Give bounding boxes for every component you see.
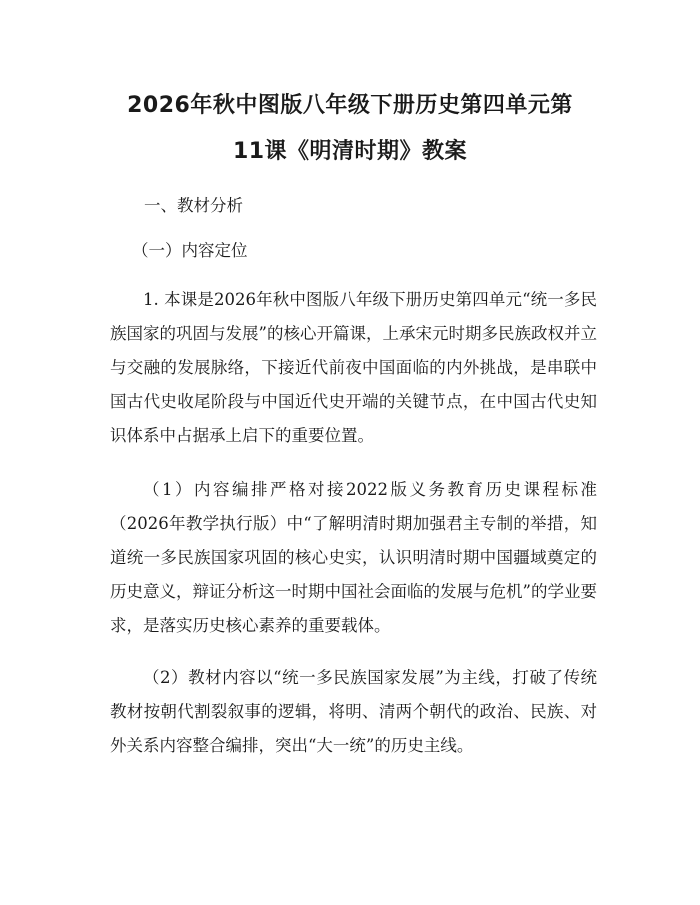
paragraph-1: 1. 本课是2026年秋中图版八年级下册历史第四单元“统一多民族国家的巩固与发展”的核心开篇课，上承宋元时期多民族政权并立与交融的发展脉络，下接近代前夜中国面临的内外挑战，是串联中国古代史收尾阶段与中国近代史开端的关键节点，在中国古代史知识体系中占据承上启下的重要位置。 [110, 290, 597, 445]
paragraph-3: （2）教材内容以“统一多民族国家发展”为主线，打破了传统教材按朝代割裂叙事的逻辑，将明、清两个朝代的政治、民族、对外关系内容整合编排，突出“大一统”的历史主线。 [110, 668, 597, 755]
paragraph-2: （1）内容编排严格对接2022版义务教育历史课程标准（2026年教学执行版）中“了解明清时期加强君主专制的举措，知道统一多民族国家巩固的核心史实，认识明清时期中国疆域奠定的历史意义，辩证分析这一时期中国社会面临的发展与危机”的学业要求，是落实历史核心素养的重要载体。 [110, 480, 597, 635]
subsection-heading: （一）内容定位 [132, 241, 248, 260]
document-title-line-2: 11课《明清时期》教案 [232, 139, 468, 164]
document-title-line-1: 2026年秋中图版八年级下册历史第四单元第 [127, 93, 573, 118]
section-heading: 一、教材分析 [144, 196, 243, 215]
